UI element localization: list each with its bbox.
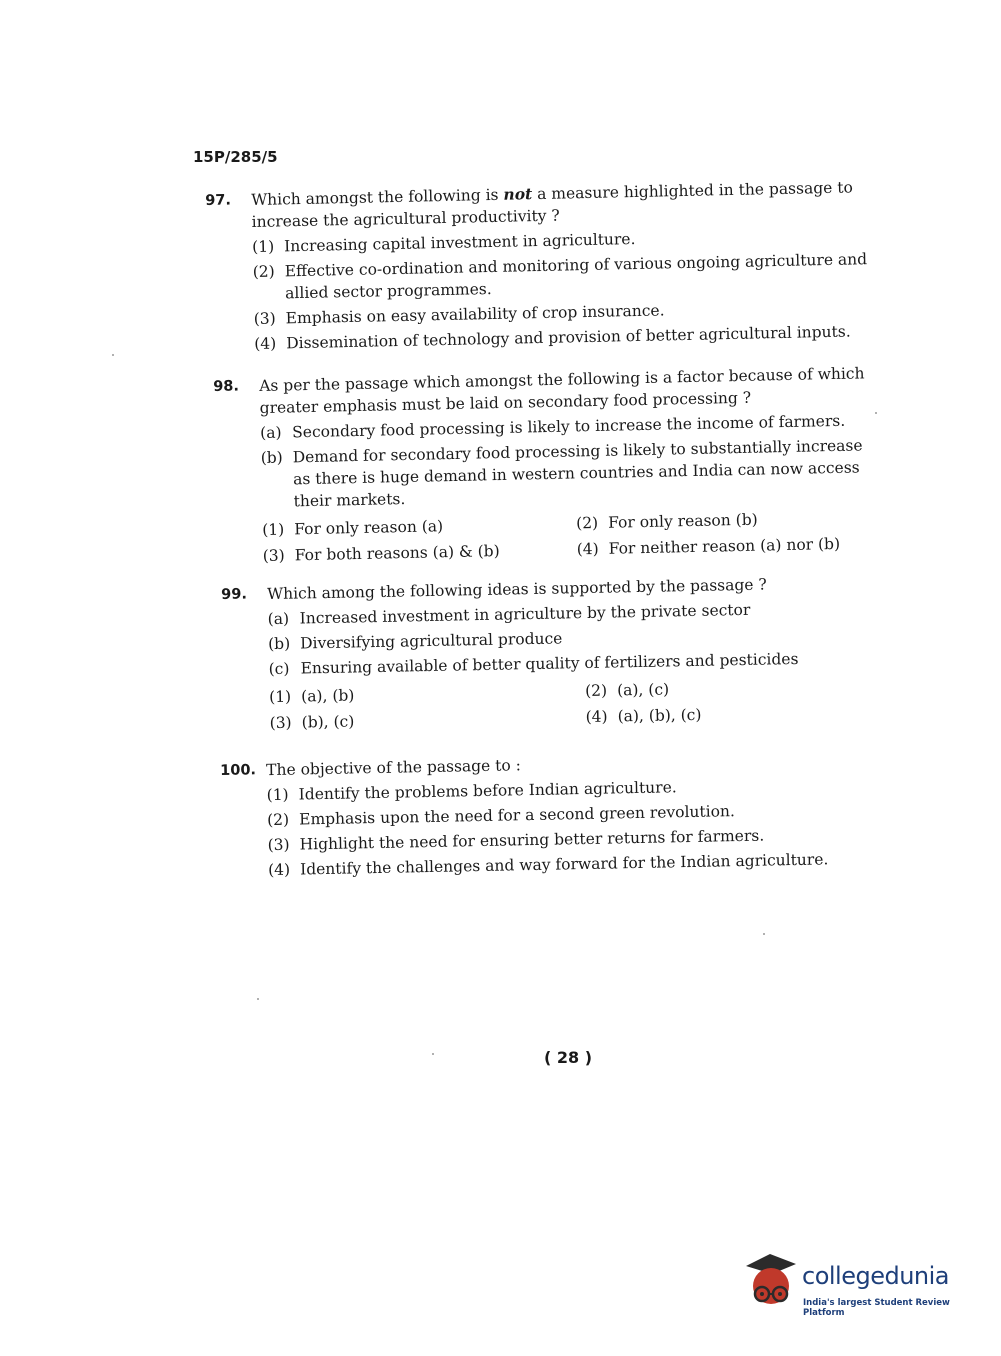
question-number: 99. [221, 586, 248, 603]
option: (1) Increasing capital investment in agriculture. [252, 229, 636, 257]
brand-tagline: India's largest Student Review Platform [803, 1298, 950, 1318]
question-text: Which among the following ideas is supported by the passage ? [267, 575, 767, 604]
question-97 [205, 176, 878, 356]
question-text: Which amongst the following is not a measure highlighted in the passage to increase the agricultural productivity ? [251, 178, 853, 232]
scan-speck [432, 1053, 434, 1055]
option: (3) Emphasis on easy availability of crop insurance. [253, 301, 665, 329]
statement: (a) Increased investment in agriculture by the private sector [267, 600, 751, 629]
option: (2) Emphasis upon the need for a second green revolution. [266, 802, 736, 830]
option: (4) Dissemination of technology and provision of better agricultural inputs. [254, 322, 851, 354]
question-99 [221, 573, 804, 735]
option: (2) Effective co-ordination and monitoring of various ongoing agriculture and allied sector programmes. [252, 250, 868, 303]
option: (4) Identify the challenges and way forward for the Indian agriculture. [267, 850, 829, 880]
question-number: 98. [213, 378, 240, 395]
scan-speck [763, 933, 765, 935]
option: (1) For only reason (a) [262, 517, 444, 540]
question-number: 100. [220, 762, 257, 779]
paper-code: 15P/285/5 [193, 148, 278, 166]
option: (2) For only reason (b) [575, 510, 758, 533]
option: (3) (b), (c) [269, 712, 355, 733]
statement: (b) Diversifying agricultural produce [267, 629, 563, 654]
collegedunia-watermark [742, 1250, 972, 1320]
question-100 [220, 748, 862, 882]
options-grid [269, 676, 804, 734]
question-number: 97. [205, 192, 232, 209]
option: (4) (a), (b), (c) [585, 705, 702, 727]
option: (1) Identify the problems before Indian agriculture. [266, 778, 677, 805]
scan-speck [257, 998, 259, 1000]
statement: (a) Secondary food processing is likely to increase the income of farmers. [260, 411, 846, 443]
question-98 [213, 362, 887, 568]
option: (4) For neither reason (a) nor (b) [576, 534, 841, 559]
question-text: The objective of the passage to : [266, 756, 522, 780]
statement: (b) Demand for secondary food processing is likely to substantially increase as there is huge demand in western countries and India can now access their markets. [260, 436, 863, 511]
option: (3) Highlight the need for ensuring better returns for farmers. [267, 826, 765, 855]
page-number: ( 28 ) [544, 1048, 593, 1067]
option: (2) (a), (c) [584, 680, 670, 701]
mascot-icon [742, 1250, 800, 1310]
scan-speck [875, 412, 877, 414]
statement: (c) Ensuring available of better quality of fertilizers and pesticides [268, 649, 799, 679]
brand-name: collegedunia [802, 1262, 950, 1290]
option: (1) (a), (b) [269, 686, 355, 707]
question-text: As per the passage which amongst the following is a factor because of which greater emphasis must be laid on secondary food processing ? [259, 364, 865, 418]
scan-speck [112, 354, 114, 356]
options-grid [262, 506, 887, 567]
option: (3) For both reasons (a) & (b) [262, 542, 500, 565]
emphasis-not: not [503, 184, 533, 204]
